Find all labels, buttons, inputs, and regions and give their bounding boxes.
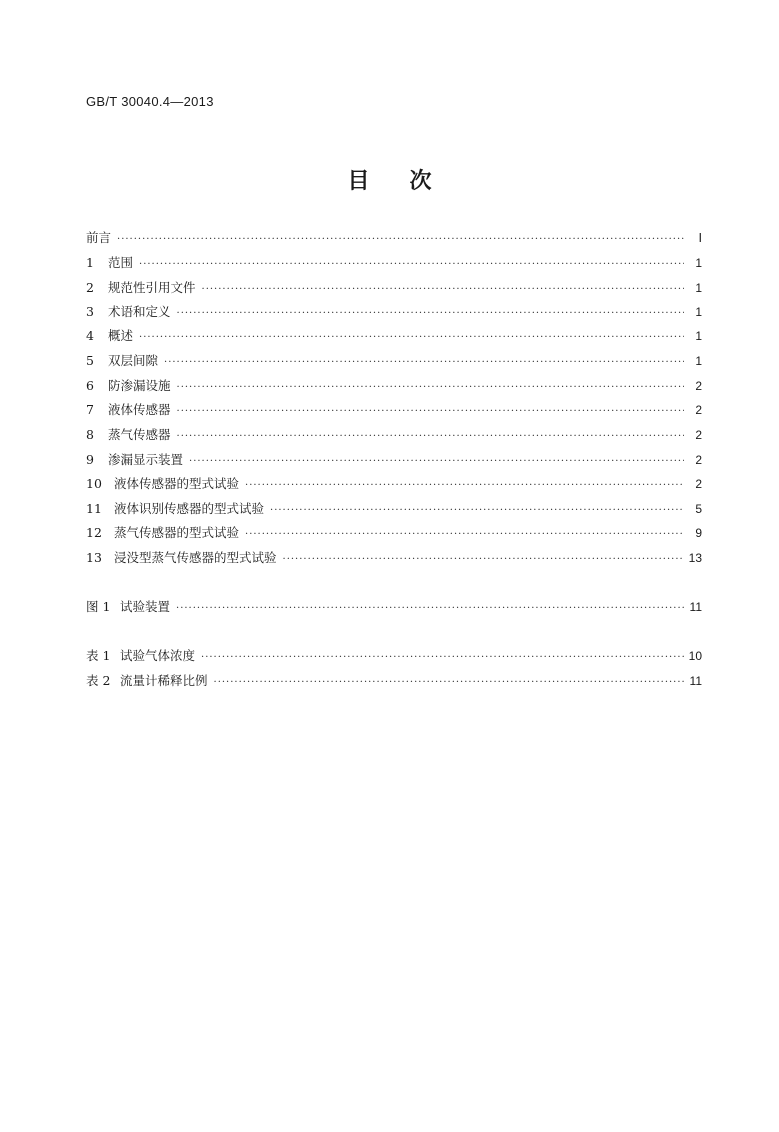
toc-entry-number: 5 — [86, 353, 94, 368]
toc-entry-label: 液体识别传感器的型式试验 — [114, 501, 265, 516]
toc-entry-page: 2 — [695, 477, 702, 491]
toc-leader-dots — [245, 523, 684, 543]
toc-entry-12[interactable] — [86, 523, 702, 543]
toc-entry-label: 范围 — [108, 255, 134, 270]
toc-leader-dots — [189, 450, 684, 470]
toc-entry-4[interactable] — [86, 326, 702, 346]
toc-leader-dots — [117, 228, 684, 248]
toc-entry-label: 液体传感器 — [108, 402, 171, 417]
toc-entry-table-2[interactable] — [86, 671, 702, 691]
toc-entry-number: 6 — [86, 378, 94, 393]
toc-leader-dots — [139, 253, 684, 273]
toc-leader-dots — [177, 302, 684, 322]
toc-leader-dots — [283, 548, 684, 568]
toc-entry-11[interactable] — [86, 499, 702, 519]
toc-entry-page: 1 — [695, 354, 702, 368]
toc-entry-number: 7 — [86, 402, 94, 417]
toc-entry-number: 10 — [86, 476, 102, 491]
toc-entry-2[interactable] — [86, 278, 702, 298]
toc-entry-label: 试验气体浓度 — [120, 648, 196, 663]
toc-entry-page: Ⅰ — [698, 231, 702, 245]
toc-leader-dots — [201, 646, 684, 666]
toc-entry-label: 双层间隙 — [108, 353, 159, 368]
toc-leader-dots — [139, 326, 684, 346]
toc-entry-number: 3 — [86, 304, 94, 319]
toc-entry-page: 10 — [688, 649, 702, 663]
toc-entry-10[interactable] — [86, 474, 702, 494]
toc-leader-dots — [177, 376, 684, 396]
toc-entry-label: 前言 — [86, 230, 112, 245]
toc-entry-page: 2 — [695, 453, 702, 467]
toc-entry-1[interactable] — [86, 253, 702, 273]
toc-entry-label: 术语和定义 — [108, 304, 171, 319]
toc-entry-number: 13 — [86, 550, 102, 565]
toc-leader-dots — [177, 425, 684, 445]
toc-entry-page: 11 — [689, 600, 702, 614]
toc-entry-page: 2 — [695, 403, 702, 417]
toc-entry-number: 表 1 — [86, 648, 111, 663]
toc-entry-label: 流量计稀释比例 — [120, 673, 208, 688]
title-char-2: 次 — [409, 169, 432, 194]
toc-entry-number: 图 1 — [86, 599, 111, 614]
toc-leader-dots — [202, 278, 684, 298]
toc-entry-label: 蒸气传感器 — [108, 427, 171, 442]
toc-entry-9[interactable] — [86, 450, 702, 470]
toc-entry-label: 浸没型蒸气传感器的型式试验 — [114, 550, 277, 565]
toc-entry-page: 1 — [695, 329, 702, 343]
toc-entry-number: 8 — [86, 427, 94, 442]
toc-entry-7[interactable] — [86, 400, 702, 420]
toc-entry-label: 液体传感器的型式试验 — [114, 476, 240, 491]
toc-leader-dots — [245, 474, 684, 494]
title-char-1: 目 — [347, 169, 370, 194]
toc-leader-dots — [214, 671, 684, 691]
toc-entry-label: 渗漏显示装置 — [108, 452, 184, 467]
toc-entry-5[interactable] — [86, 351, 702, 371]
page-title — [0, 164, 779, 195]
toc-leader-dots — [270, 499, 684, 519]
toc-entry-label: 蒸气传感器的型式试验 — [114, 525, 240, 540]
standard-code: GB/T 30040.4—2013 — [86, 94, 214, 109]
toc-entry-6[interactable] — [86, 376, 702, 396]
toc-entry-label: 防渗漏设施 — [108, 378, 171, 393]
toc-entry-number: 表 2 — [86, 673, 111, 688]
toc-leader-dots — [177, 400, 684, 420]
toc-leader-dots — [164, 351, 684, 371]
toc-entry-page: 11 — [689, 674, 702, 688]
toc-entry-number: 12 — [86, 525, 102, 540]
toc-entry-page: 5 — [695, 502, 702, 516]
toc-entry-number: 11 — [86, 501, 102, 516]
toc-entry-number: 2 — [86, 280, 94, 295]
toc-entry-page: 13 — [688, 551, 702, 565]
toc-entry-page: 9 — [695, 526, 702, 540]
toc-entry-label: 规范性引用文件 — [108, 280, 196, 295]
toc-entry-number: 9 — [86, 452, 94, 467]
toc-entry-foreword[interactable] — [86, 228, 702, 248]
toc-entry-3[interactable] — [86, 302, 702, 322]
toc-entry-page: 2 — [695, 379, 702, 393]
toc-entry-page: 1 — [695, 281, 702, 295]
toc-entry-8[interactable] — [86, 425, 702, 445]
toc-entry-table-1[interactable] — [86, 646, 702, 666]
toc-entry-label: 试验装置 — [120, 599, 171, 614]
toc-entry-page: 2 — [695, 428, 702, 442]
toc-entry-13[interactable] — [86, 548, 702, 568]
toc-entry-label: 概述 — [108, 328, 134, 343]
toc-entry-page: 1 — [695, 256, 702, 270]
toc-entry-page: 1 — [695, 305, 702, 319]
toc-entry-number: 1 — [86, 255, 94, 270]
toc-leader-dots — [176, 597, 684, 617]
toc-entry-number: 4 — [86, 328, 94, 343]
toc-entry-figure-1[interactable] — [86, 597, 702, 617]
